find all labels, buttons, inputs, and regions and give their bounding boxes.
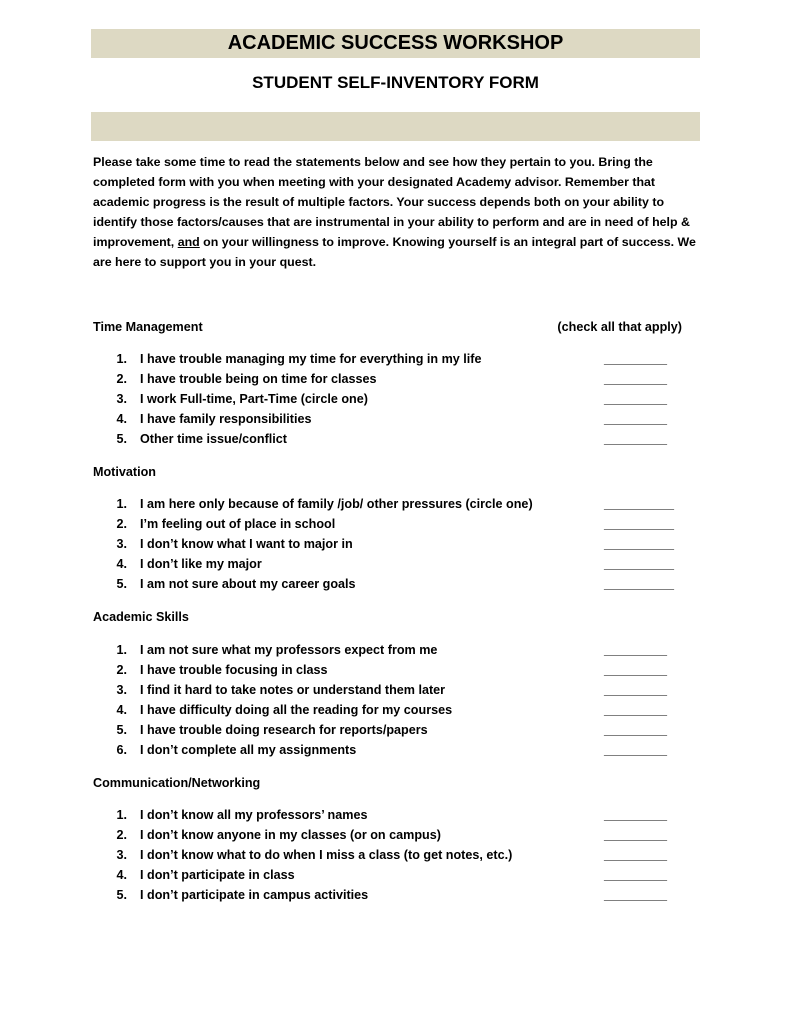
item-text: I have difficulty doing all the reading for my courses — [140, 703, 453, 717]
inventory-item — [93, 577, 693, 597]
check-all-note: (check all that apply) — [557, 320, 682, 334]
item-text: I work Full-time, Part-Time (circle one) — [140, 392, 368, 406]
item-number: 1. — [116, 643, 127, 657]
item-text: I’m feeling out of place in school — [140, 517, 336, 531]
item-number: 4. — [116, 703, 127, 717]
item-number: 6. — [116, 743, 127, 757]
inventory-item — [93, 868, 693, 888]
item-number: 5. — [116, 577, 127, 591]
inventory-item — [93, 663, 693, 683]
inventory-item — [93, 703, 693, 723]
inventory-item — [93, 848, 693, 868]
check-blank[interactable]: _________ — [604, 743, 668, 757]
form-subtitle: STUDENT SELF-INVENTORY FORM — [252, 73, 539, 92]
check-blank[interactable]: __________ — [604, 577, 675, 591]
check-blank[interactable]: _________ — [604, 868, 668, 882]
item-text: I have trouble being on time for classes — [140, 372, 377, 386]
section-title: Academic Skills — [93, 610, 189, 624]
check-blank[interactable]: _________ — [604, 848, 668, 862]
inventory-item — [93, 888, 693, 908]
item-text: I find it hard to take notes or understand them later — [140, 683, 446, 697]
inventory-item — [93, 372, 693, 392]
item-text: I don’t know what to do when I miss a class (to get notes, etc.) — [140, 848, 513, 862]
item-number: 3. — [116, 392, 127, 406]
inventory-item — [93, 392, 693, 412]
check-blank[interactable]: __________ — [604, 557, 675, 571]
section-title: Communication/Networking — [93, 776, 261, 790]
check-blank[interactable]: _________ — [604, 663, 668, 677]
item-text: I have trouble focusing in class — [140, 663, 328, 677]
item-text: I have family responsibilities — [140, 412, 312, 426]
inventory-item — [93, 828, 693, 848]
item-number: 3. — [116, 683, 127, 697]
item-text: I am here only because of family /job/ other pressures (circle one) — [140, 497, 533, 511]
check-blank[interactable]: _________ — [604, 643, 668, 657]
item-text: I have trouble managing my time for everything in my life — [140, 352, 482, 366]
check-blank[interactable]: _________ — [604, 432, 668, 446]
decorative-band — [91, 112, 700, 141]
item-text: I don’t complete all my assignments — [140, 743, 357, 757]
intro-underlined-word: and — [177, 235, 200, 249]
section-title: Motivation — [93, 465, 156, 479]
item-text: I don’t participate in class — [140, 868, 295, 882]
inventory-item — [93, 808, 693, 828]
check-blank[interactable]: __________ — [604, 497, 675, 511]
item-text: I have trouble doing research for reports/papers — [140, 723, 428, 737]
check-blank[interactable]: _________ — [604, 703, 668, 717]
check-blank[interactable]: _________ — [604, 352, 668, 366]
check-blank[interactable]: _________ — [604, 723, 668, 737]
item-text: I don’t know all my professors’ names — [140, 808, 368, 822]
inventory-item — [93, 683, 693, 703]
inventory-item — [93, 352, 693, 372]
item-number: 4. — [116, 557, 127, 571]
inventory-item — [93, 723, 693, 743]
check-blank[interactable]: __________ — [604, 537, 675, 551]
intro-paragraph — [93, 152, 698, 272]
check-blank[interactable]: _________ — [604, 683, 668, 697]
item-number: 1. — [116, 808, 127, 822]
check-blank[interactable]: _________ — [604, 808, 668, 822]
intro-text-part1: Please take some time to read the statements below and see how they pertain to you. Bring the completed form with you when meeting with your designated Academy advisor. Remember that academic progress is the result of multiple factors. Your success depends both on your ability to identify those factors/causes that are instrumental in your ability to perform and are in need of help & improvement, — [93, 155, 690, 249]
check-blank[interactable]: _________ — [604, 888, 668, 902]
item-number: 3. — [116, 848, 127, 862]
intro-text-part2: on your willingness to improve. Knowing yourself is an integral part of success. We are here to support you in your quest. — [93, 235, 696, 269]
item-text: I don’t like my major — [140, 557, 262, 571]
inventory-item — [93, 432, 693, 452]
inventory-item — [93, 743, 693, 763]
inventory-item — [93, 537, 693, 557]
item-text: Other time issue/conflict — [140, 432, 287, 446]
inventory-item — [93, 643, 693, 663]
inventory-item — [93, 412, 693, 432]
item-number: 2. — [116, 828, 127, 842]
form-title: ACADEMIC SUCCESS WORKSHOP — [227, 32, 564, 54]
check-blank[interactable]: _________ — [604, 828, 668, 842]
item-number: 5. — [116, 888, 127, 902]
item-text: I don’t know anyone in my classes (or on campus) — [140, 828, 441, 842]
check-blank[interactable]: _________ — [604, 412, 668, 426]
item-number: 1. — [116, 497, 127, 511]
item-text: I don’t participate in campus activities — [140, 888, 369, 902]
inventory-item — [93, 497, 693, 517]
title-band — [91, 29, 700, 58]
item-number: 2. — [116, 517, 127, 531]
item-number: 4. — [116, 868, 127, 882]
check-blank[interactable]: __________ — [604, 517, 675, 531]
item-number: 1. — [116, 352, 127, 366]
item-number: 2. — [116, 372, 127, 386]
check-blank[interactable]: _________ — [604, 392, 668, 406]
item-text: I don’t know what I want to major in — [140, 537, 353, 551]
item-number: 5. — [116, 723, 127, 737]
item-number: 4. — [116, 412, 127, 426]
item-number: 3. — [116, 537, 127, 551]
section-title: Time Management — [93, 320, 203, 334]
inventory-item — [93, 517, 693, 537]
item-text: I am not sure about my career goals — [140, 577, 356, 591]
item-number: 5. — [116, 432, 127, 446]
item-number: 2. — [116, 663, 127, 677]
check-blank[interactable]: _________ — [604, 372, 668, 386]
inventory-item — [93, 557, 693, 577]
item-text: I am not sure what my professors expect from me — [140, 643, 438, 657]
